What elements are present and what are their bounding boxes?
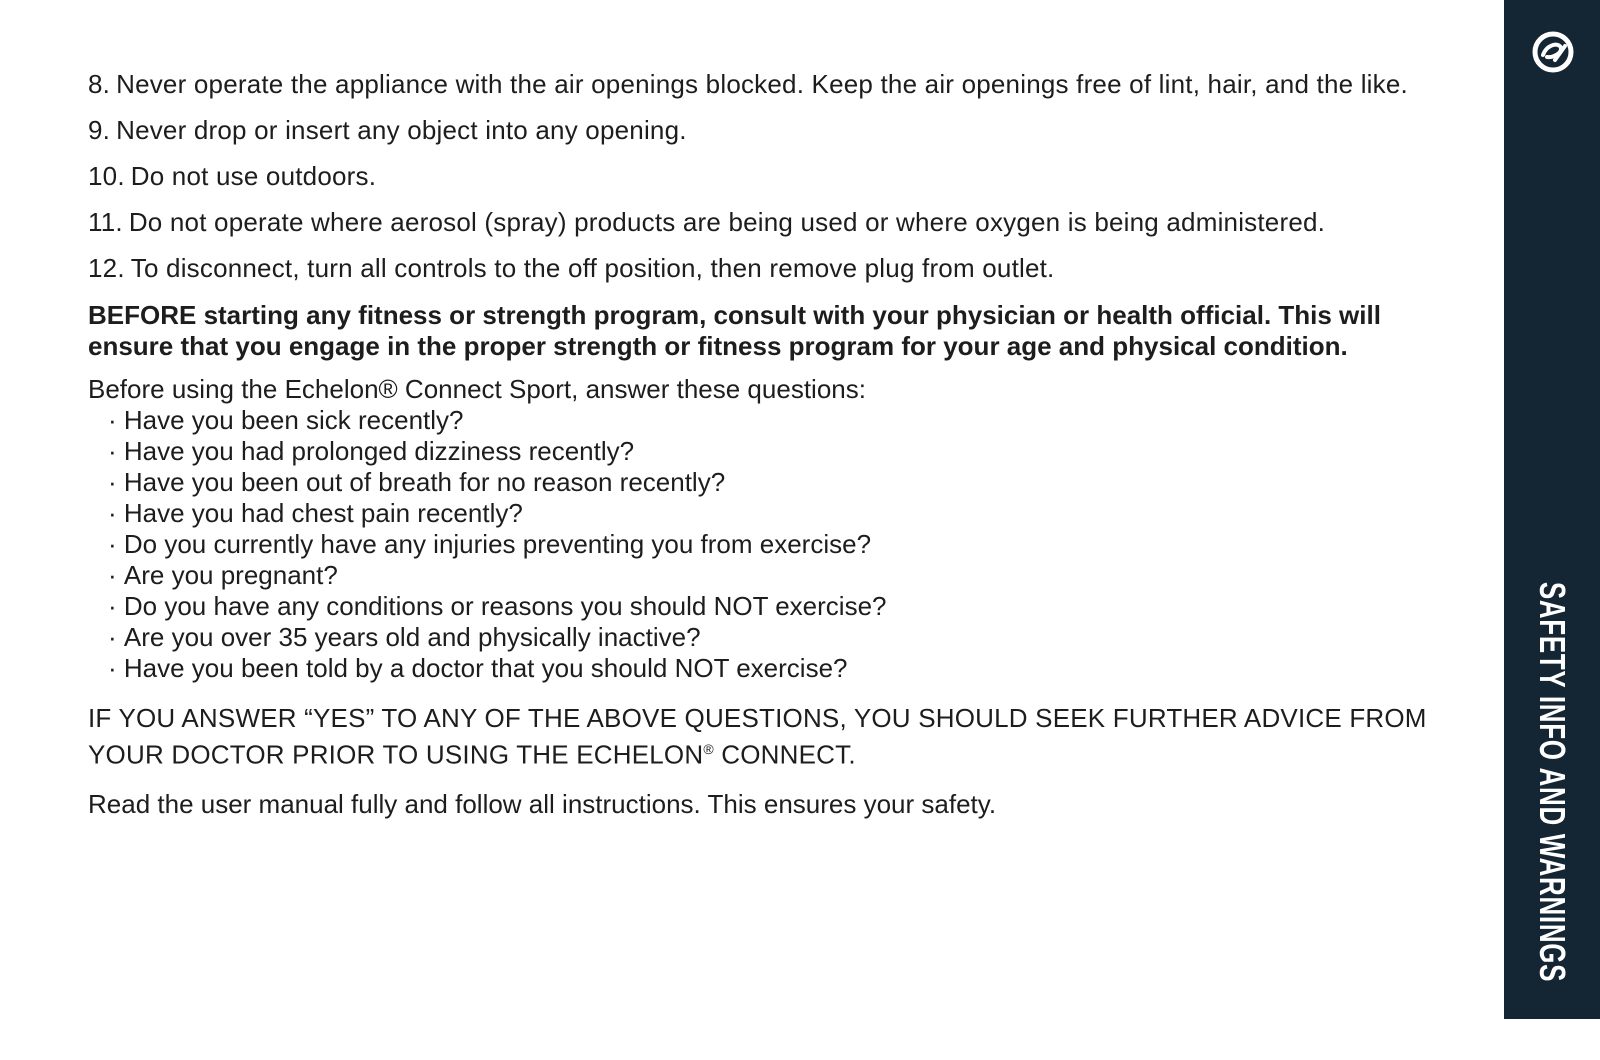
question-item: · Do you have any conditions or reasons you should NOT exercise? bbox=[108, 591, 1468, 622]
document-body bbox=[88, 70, 1468, 820]
item-number: 11. bbox=[88, 207, 123, 237]
item-number: 9. bbox=[88, 115, 111, 145]
question-item: · Have you had prolonged dizziness recently? bbox=[108, 436, 1468, 467]
section-title bbox=[1531, 504, 1573, 1060]
section-title-text: SAFETY INFO AND WARNINGS bbox=[1532, 581, 1573, 983]
numbered-item-12 bbox=[88, 254, 1468, 283]
question-item: · Are you pregnant? bbox=[108, 560, 1468, 591]
notice-text-end: CONNECT. bbox=[713, 739, 856, 770]
read-manual-note: Read the user manual fully and follow all instructions. This ensures your safety. bbox=[88, 788, 997, 819]
item-number: 10. bbox=[88, 161, 125, 191]
item-text: Do not operate where aerosol (spray) products are being used or where oxygen is being administered. bbox=[128, 207, 1326, 237]
question-item: · Have you been out of breath for no reason recently? bbox=[108, 467, 1468, 498]
item-text: Do not use outdoors. bbox=[130, 161, 377, 191]
questions-list bbox=[88, 405, 1468, 684]
physician-warning: BEFORE starting any fitness or strength program, consult with your physician or health official. This will ensure that you engage in the proper strength or fitness program for your age and physical condition. bbox=[88, 300, 1381, 361]
section-sidebar bbox=[1504, 0, 1600, 1019]
item-number: 8. bbox=[88, 69, 111, 99]
question-item: · Have you been told by a doctor that you should NOT exercise? bbox=[108, 653, 1468, 684]
item-text: To disconnect, turn all controls to the off position, then remove plug from outlet. bbox=[130, 253, 1055, 283]
question-item: · Have you had chest pain recently? bbox=[108, 498, 1468, 529]
registered-mark: ® bbox=[703, 741, 714, 757]
question-item: · Do you currently have any injuries preventing you from exercise? bbox=[108, 529, 1468, 560]
numbered-item-8 bbox=[88, 70, 1468, 99]
item-text: Never drop or insert any object into any opening. bbox=[116, 115, 687, 145]
doctor-advice-notice bbox=[88, 703, 1468, 771]
notice-text: IF YOU ANSWER “YES” TO ANY OF THE ABOVE QUESTIONS, YOU SHOULD SEEK FURTHER ADVICE FROM YOUR DOCTOR PRIOR TO USING THE ECHELON bbox=[88, 703, 1427, 770]
item-number: 12. bbox=[88, 253, 125, 283]
question-item: · Are you over 35 years old and physically inactive? bbox=[108, 622, 1468, 653]
questions-intro: Before using the Echelon® Connect Sport, answer these questions: bbox=[88, 374, 866, 404]
numbered-item-9 bbox=[88, 116, 1468, 145]
echelon-logo-icon bbox=[1531, 30, 1575, 74]
item-text: Never operate the appliance with the air openings blocked. Keep the air openings free of lint, hair, and the like. bbox=[116, 69, 1408, 99]
numbered-item-10 bbox=[88, 162, 1468, 191]
question-item: · Have you been sick recently? bbox=[108, 405, 1468, 436]
numbered-item-11 bbox=[88, 208, 1468, 237]
